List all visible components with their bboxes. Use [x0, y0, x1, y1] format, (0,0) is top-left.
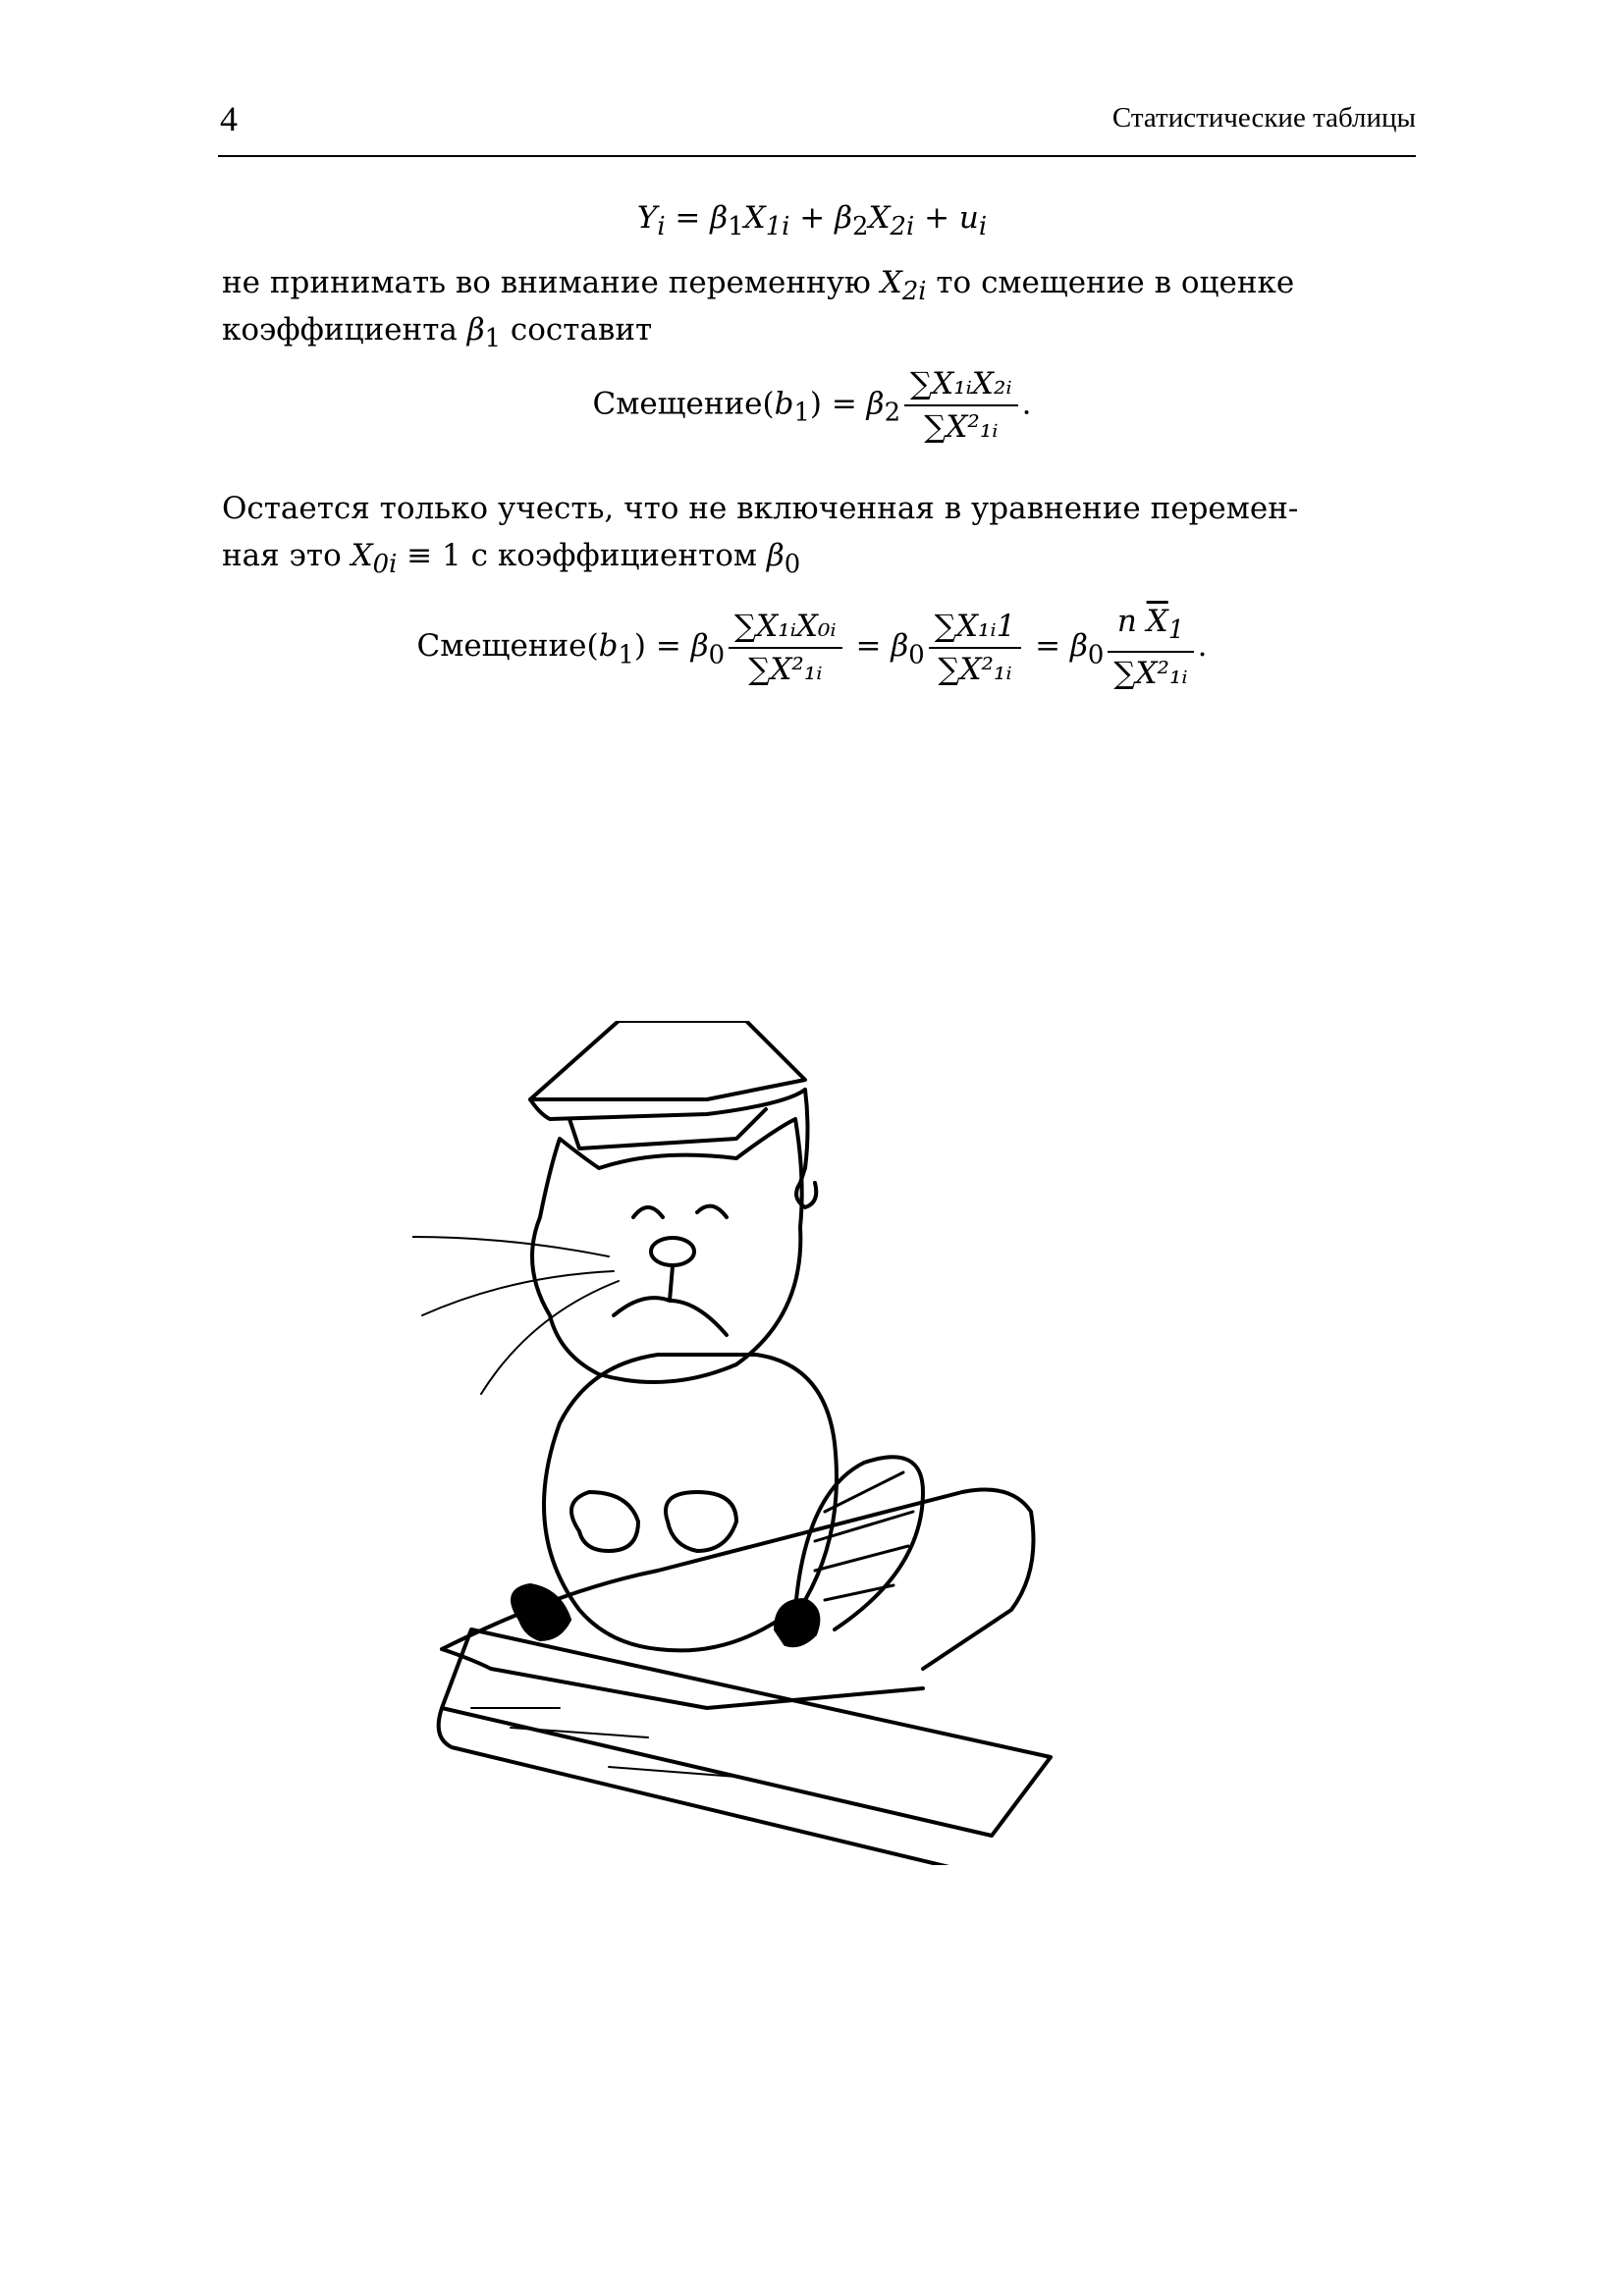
page-header	[218, 98, 1416, 157]
equation-bias-2: $Смещение(b_1) = \beta_0$ $\frac{\text{∑X₁ᵢX₀ᵢ}}{\text{∑X²₁ᵢ}}$ = $\beta_0$ $\frac{\text{∑X₁ᵢ1}}{\text{∑X²₁ᵢ}}$ = $\beta_0$ $\frac{n \overline{X}_1}{\text{∑X²₁ᵢ}}$ .	[0, 601, 1624, 694]
equation-model: $Y_i = \beta_1X_{1i} + \beta_2X_{2i} + u_i$	[636, 200, 988, 242]
page-number: 4	[220, 99, 238, 138]
fraction: $\frac{n \overline{X}_1}{\text{∑X²₁ᵢ}}$	[1108, 601, 1193, 694]
running-title: Статистические таблицы	[1111, 102, 1416, 133]
paragraph-line-2: коэффициента $\beta_1$ составит	[222, 312, 653, 354]
fraction: $\frac{\text{∑X₁ᵢ1}}{\text{∑X²₁ᵢ}}$	[929, 606, 1022, 690]
fraction: $\frac{\text{∑X₁ᵢX₂ᵢ}}{\text{∑X²₁ᵢ}}$	[904, 363, 1018, 448]
cat-illustration-icon	[412, 1021, 1237, 1865]
paragraph-line-3: Остается только учесть, что не включенная в уравнение перемен-	[222, 491, 1299, 526]
equation-bias-1: $Смещение(b_1) = \beta_2$ $\frac{\text{∑X₁ᵢX₂ᵢ}}{\text{∑X²₁ᵢ}}$ .	[0, 363, 1624, 448]
paragraph-line-4: ная это $X_{0i} \equiv 1$ с коэффициентом $\beta_0$	[222, 538, 801, 580]
paragraph-line-1: не принимать во внимание переменную $X_{2i}$ то смещение в оценке	[222, 265, 1295, 307]
fraction: $\frac{\text{∑X₁ᵢX₀ᵢ}}{\text{∑X²₁ᵢ}}$	[729, 606, 842, 690]
